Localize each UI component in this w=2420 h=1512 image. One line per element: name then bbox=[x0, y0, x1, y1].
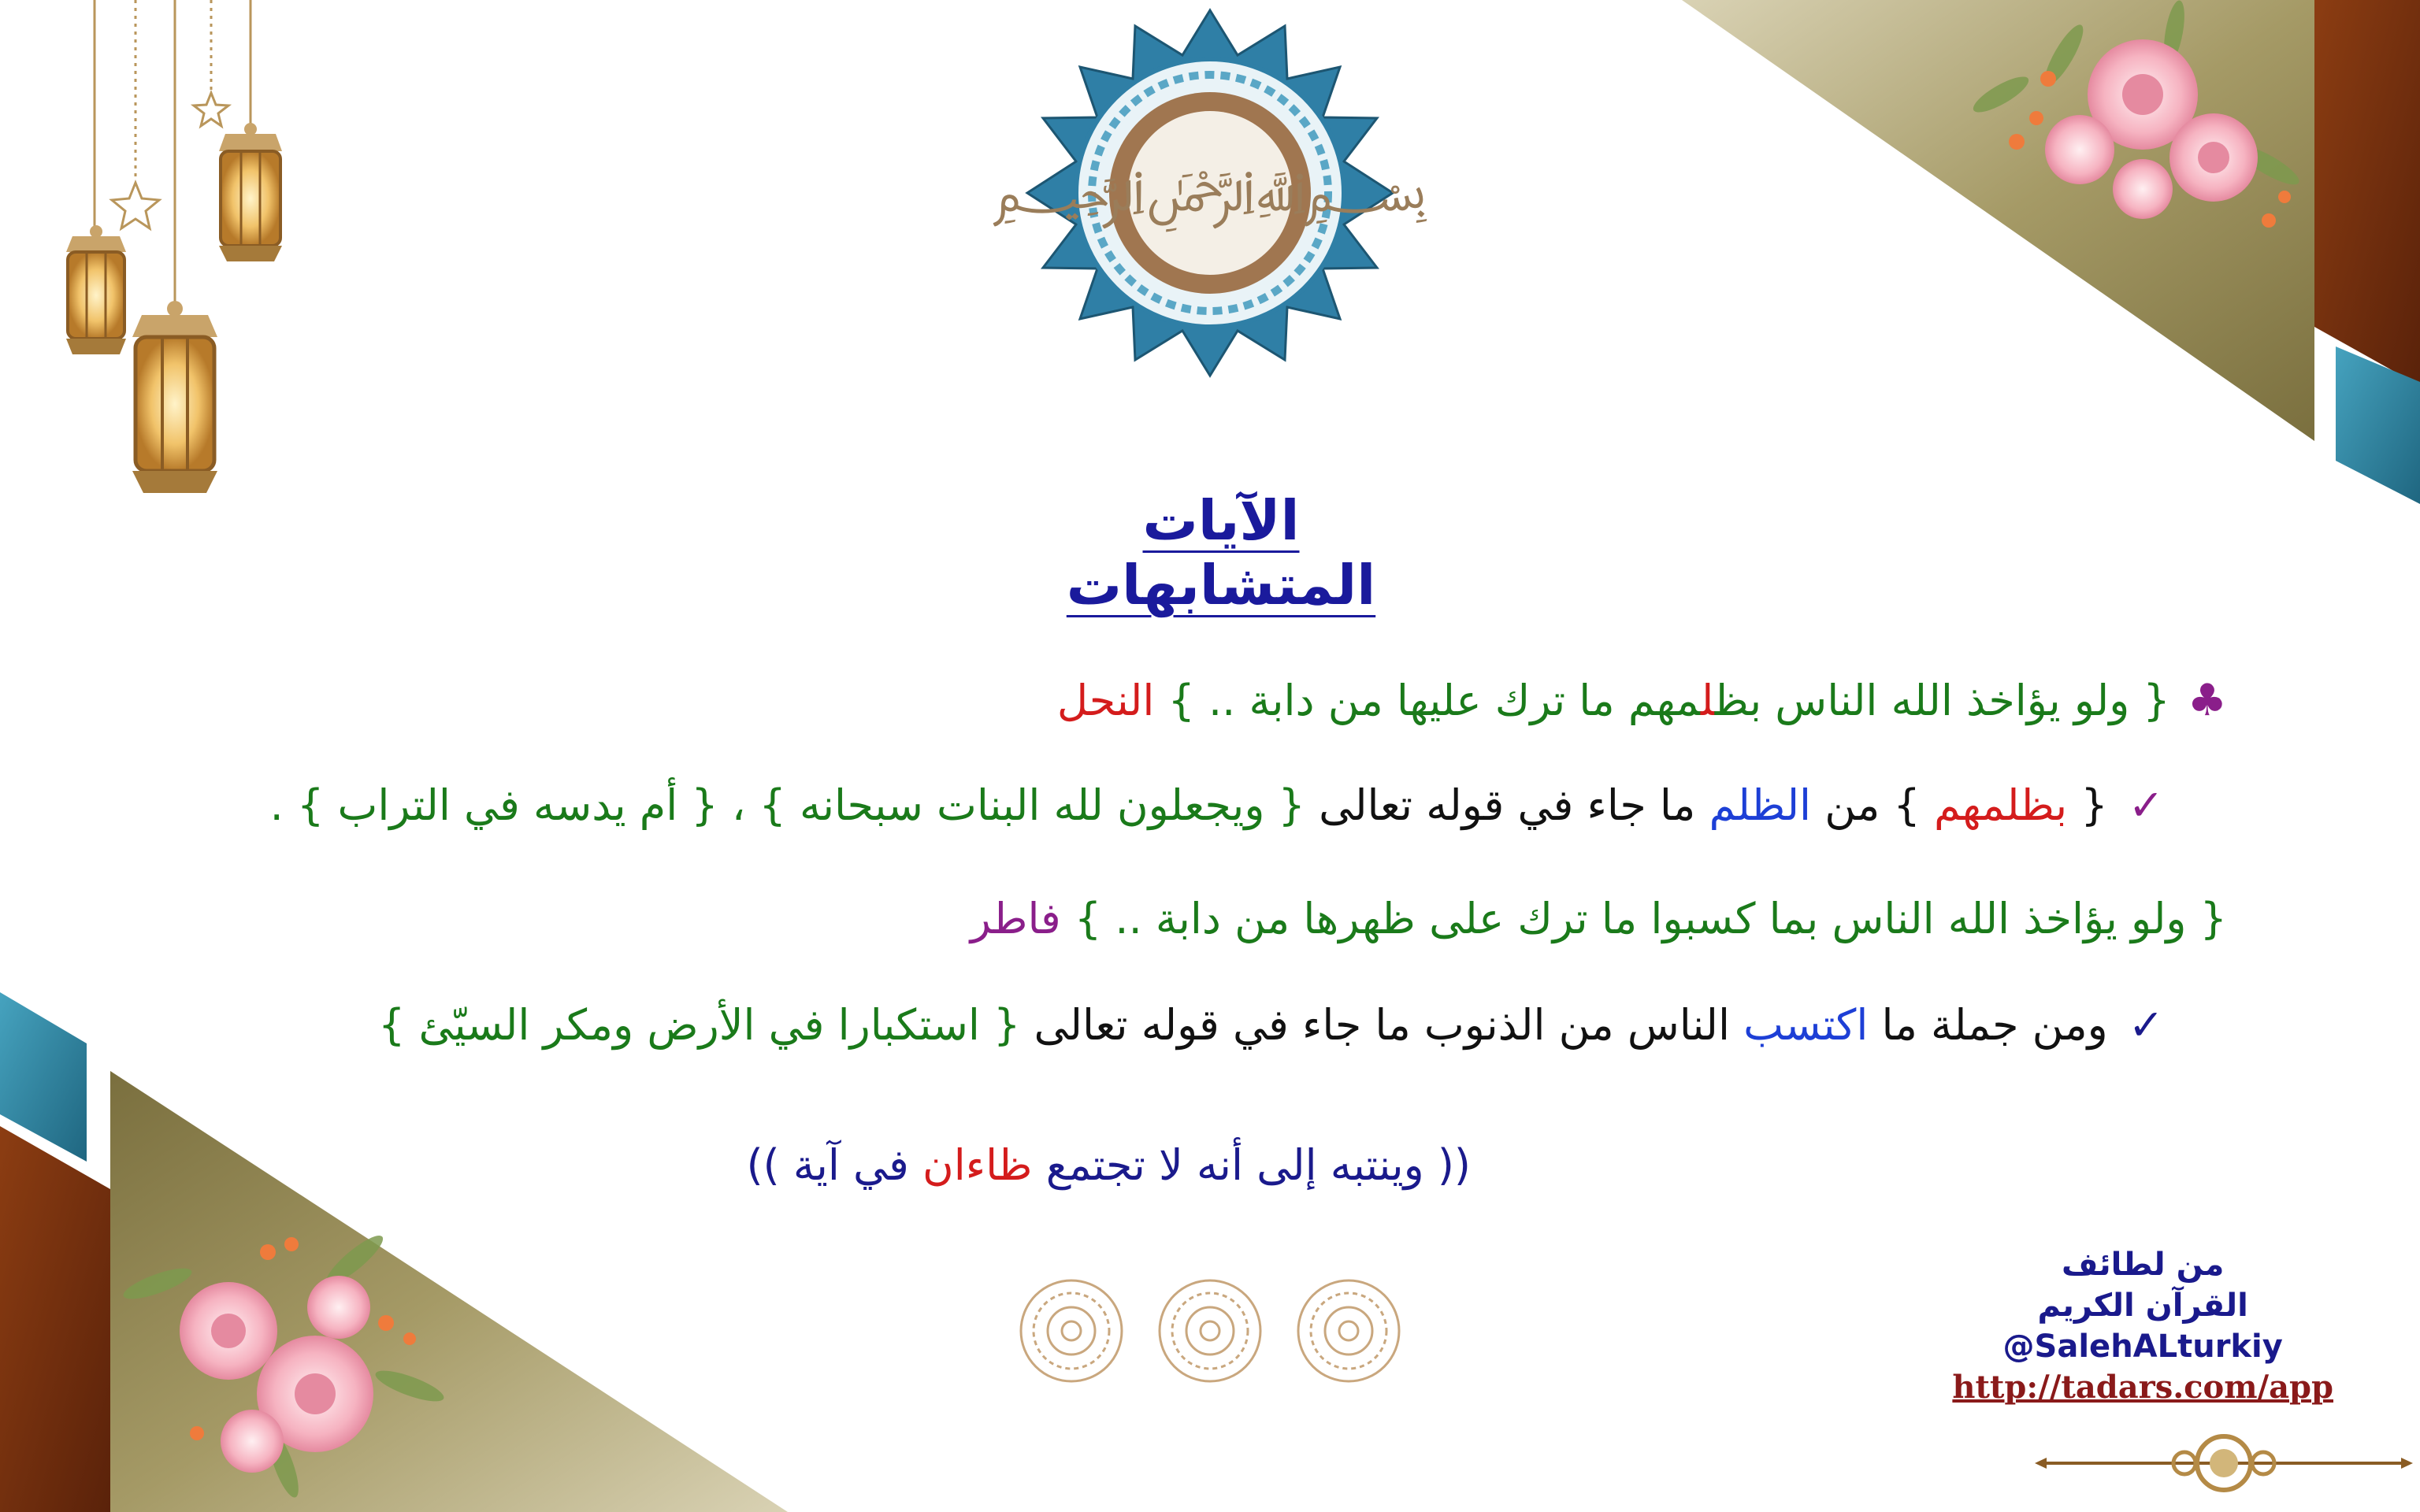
surah-name: فاطر bbox=[970, 894, 1061, 943]
keyword-zaan: ظاءان bbox=[922, 1140, 1033, 1190]
bottom-left-brown-strip bbox=[0, 1126, 110, 1512]
svg-text:﷽: ﷽ bbox=[992, 158, 1428, 224]
conclusion-line bbox=[746, 1140, 1471, 1190]
divider-ornament bbox=[2035, 1436, 2413, 1490]
note-text: ومن جملة ما bbox=[1881, 1000, 2108, 1050]
checkmark-icon: ✓ bbox=[2128, 780, 2164, 830]
note-line-2 bbox=[377, 1000, 2164, 1050]
rosette-ornaments bbox=[1021, 1280, 1399, 1381]
branding-block bbox=[1952, 1244, 2333, 1408]
twitter-handle: @SalehALturkiy bbox=[2002, 1329, 2283, 1365]
brace-open: { bbox=[2080, 780, 2108, 830]
star-icons bbox=[112, 93, 228, 228]
lantern-icon bbox=[66, 225, 126, 354]
lantern-icon bbox=[132, 301, 217, 493]
quoted-verses: { ويجعلون لله البنات سبحانه } ، { أم يدسه في التراب } . bbox=[269, 780, 1305, 830]
verse-line-2 bbox=[970, 894, 2227, 943]
lantern-icon bbox=[219, 123, 282, 261]
conclusion-text-end: في آية )) bbox=[746, 1140, 909, 1190]
quran-medallion-logo bbox=[993, 10, 1428, 376]
verse-text-rest: مهم ما ترك عليها من دابة .. } bbox=[1167, 676, 1701, 725]
keyword-bizulmihim: بظلمهم bbox=[1933, 780, 2068, 830]
quoted-verse: { استكبارا في الأرض ومكر السيّئ } bbox=[377, 1000, 1021, 1050]
branding-line-1: من لطائف bbox=[2062, 1247, 2225, 1283]
top-right-olive-band bbox=[1682, 0, 2314, 441]
keyword-iktasaba: اكتسب bbox=[1743, 1000, 1869, 1050]
conclusion-text: (( وينتبه إلى أنه لا تجتمع bbox=[1045, 1140, 1471, 1190]
highlight-letter: ل bbox=[1700, 676, 1715, 725]
note-text-mid: الناس من الذنوب ما جاء في قوله تعالى bbox=[1034, 1000, 1730, 1050]
verse-text: { ولو يؤاخذ الله الناس بظ bbox=[1714, 676, 2170, 725]
checkmark-icon: ✓ bbox=[2128, 1000, 2164, 1050]
verse-line-1 bbox=[1056, 675, 2227, 726]
page-title: الآيات المتشابهات bbox=[1066, 488, 1376, 617]
keyword-zulm: الظلم bbox=[1709, 780, 1812, 830]
verse-text: { ولو يؤاخذ الله الناس بما كسبوا ما ترك على ظهرها من دابة .. } bbox=[1074, 894, 2227, 943]
note-connector: } من bbox=[1824, 780, 1921, 830]
note-line-1 bbox=[269, 780, 2164, 830]
branding-line-2: القرآن الكريم bbox=[2037, 1288, 2248, 1324]
note-text: ما جاء في قوله تعالى bbox=[1319, 780, 1696, 830]
club-bullet-icon: ♣ bbox=[2187, 675, 2227, 726]
website-link[interactable]: http://tadars.com/app bbox=[1952, 1369, 2333, 1406]
top-right-brown-strip bbox=[2314, 0, 2420, 386]
surah-name: النحل bbox=[1056, 676, 1155, 725]
